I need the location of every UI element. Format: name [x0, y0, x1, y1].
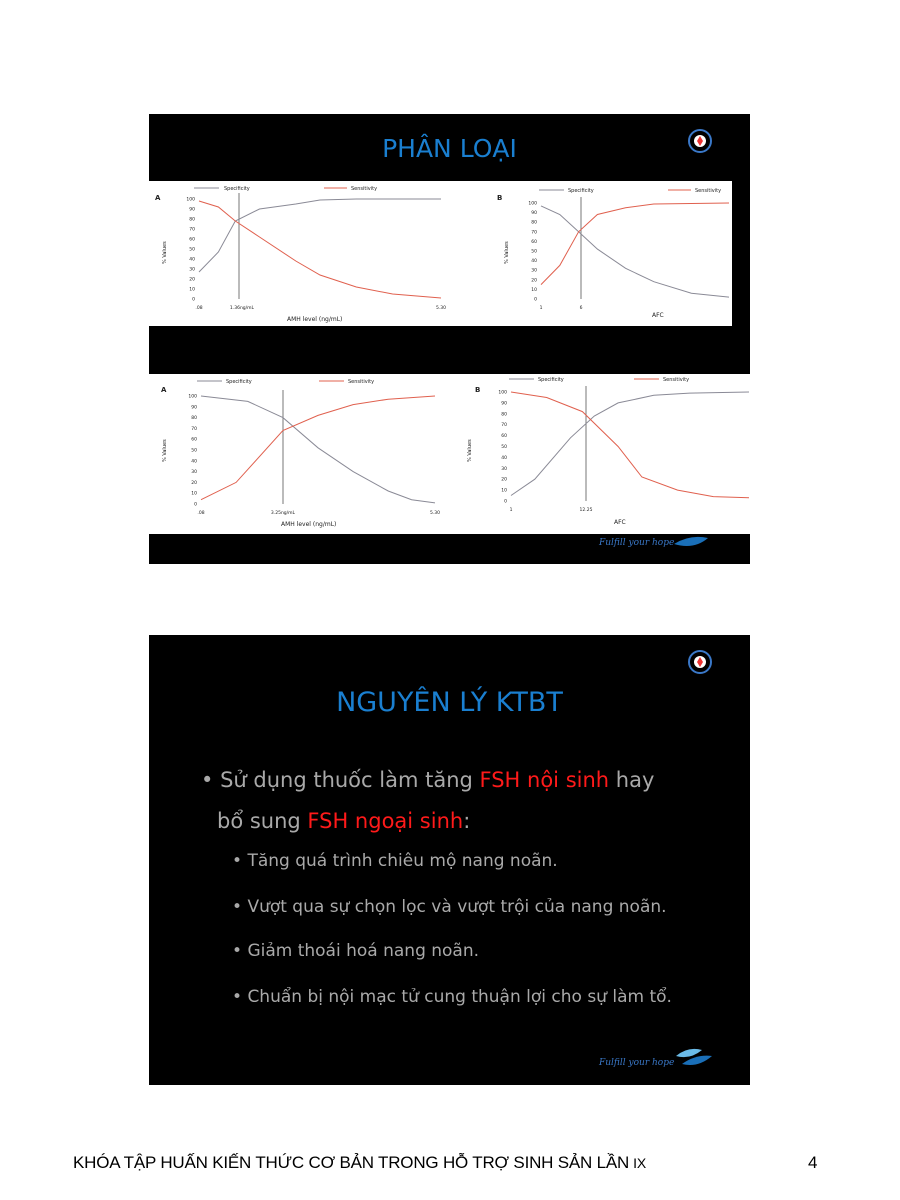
y-tick-label: 30 — [189, 267, 195, 273]
legend-sensitivity: Sensitivity — [348, 379, 375, 385]
y-tick-label: 30 — [501, 466, 507, 472]
x-tick-label: 1.36ng/mL — [229, 306, 255, 311]
legend-specificity: Specificity — [224, 186, 250, 192]
chart-B1 — [528, 197, 729, 311]
y-tick-label: 40 — [531, 259, 537, 265]
x-tick-label: 1 — [509, 508, 513, 513]
panel-letter: A — [155, 194, 161, 202]
legend-sensitivity: Sensitivity — [695, 188, 722, 194]
y-tick-label: 10 — [189, 287, 195, 293]
y-tick-label: 80 — [501, 412, 507, 418]
y-tick-label: 20 — [501, 477, 507, 483]
y-tick-label: 20 — [189, 277, 195, 283]
y-tick-label: 0 — [534, 297, 537, 303]
sub-bullet: • Chuẩn bị nội mạc tử cung thuận lợi cho sự làm tổ. — [232, 987, 672, 1007]
y-tick-label: 50 — [501, 445, 507, 450]
page-number: 4 — [808, 1153, 818, 1172]
y-tick-label: 80 — [189, 217, 195, 223]
x-tick-label: 5.30 — [429, 511, 441, 516]
x-axis-label: AMH level (ng/mL) — [287, 316, 343, 323]
y-tick-label: 100 — [498, 390, 507, 396]
footer-course-title: KHÓA TẬP HUẤN KIẾN THỨC CƠ BẢN TRONG HỖ TRỢ SINH SẢN LẦN IX — [73, 1153, 646, 1172]
highlight-fsh-noi-sinh: FSH nội sinh — [479, 768, 610, 792]
panel-letter: B — [475, 386, 481, 394]
x-tick-label: 5.30 — [435, 306, 447, 311]
y-tick-label: 30 — [191, 470, 197, 476]
y-tick-label: 10 — [501, 488, 507, 494]
y-axis-label: % Values — [162, 439, 168, 462]
x-axis-label: AFC — [652, 312, 664, 319]
y-tick-label: 0 — [504, 499, 507, 505]
y-axis-label: % Values — [504, 241, 510, 264]
y-axis-label: % Values — [467, 439, 473, 462]
legend-specificity: Specificity — [538, 377, 564, 383]
y-tick-label: 70 — [191, 426, 197, 432]
y-tick-label: 20 — [531, 278, 537, 284]
y-tick-label: 50 — [191, 448, 197, 454]
y-tick-label: 70 — [189, 227, 195, 233]
panel-letter: B — [497, 194, 503, 202]
chart-panel-top — [149, 181, 732, 326]
y-tick-label: 30 — [531, 268, 537, 274]
y-tick-label: 80 — [531, 220, 537, 226]
y-tick-label: 90 — [531, 211, 537, 217]
sub-bullet: • Giảm thoái hoá nang noãn. — [232, 941, 480, 961]
sub-bullet: • Tăng quá trình chiêu mộ nang noãn. — [232, 851, 558, 871]
sensitivity-curve — [199, 201, 441, 298]
slide-title: PHÂN LOẠI — [382, 134, 517, 163]
y-tick-label: 40 — [189, 257, 195, 263]
x-axis-label: AMH level (ng/mL) — [281, 521, 337, 528]
y-tick-label: 50 — [189, 247, 195, 253]
specificity-curve — [511, 392, 749, 496]
slide-title: NGUYÊN LÝ KTBT — [336, 687, 563, 718]
y-tick-label: 90 — [189, 207, 195, 213]
sub-bullet: • Vượt qua sự chọn lọc và vượt trội của nang noãn. — [232, 897, 667, 917]
main-bullet: • Sử dụng thuốc làm tăng FSH nội sinh hay bổ sung FSH ngoại sinh: — [201, 768, 655, 833]
panel-letter: A — [161, 386, 167, 394]
specificity-curve — [199, 199, 441, 272]
y-tick-label: 40 — [191, 459, 197, 465]
legend-sensitivity: Sensitivity — [663, 377, 690, 383]
x-axis-label: AFC — [614, 519, 626, 526]
y-tick-label: 100 — [188, 394, 197, 400]
hospital-logo-icon — [687, 128, 713, 154]
y-tick-label: 10 — [531, 287, 537, 293]
y-tick-label: 50 — [531, 249, 537, 255]
chart-A1 — [186, 193, 446, 311]
sensitivity-curve — [511, 392, 749, 498]
y-axis-label: % Values — [162, 241, 168, 264]
y-tick-label: 70 — [531, 230, 537, 236]
chart-A2 — [188, 390, 440, 516]
chart-B2 — [498, 386, 749, 513]
y-tick-label: 40 — [501, 455, 507, 461]
tagline: Fulfill your hope — [599, 538, 675, 548]
y-tick-label: 60 — [531, 239, 537, 245]
y-tick-label: 100 — [186, 197, 195, 203]
y-tick-label: 0 — [194, 502, 197, 508]
tagline: Fulfill your hope — [599, 1058, 675, 1068]
legend-sensitivity: Sensitivity — [351, 186, 378, 192]
y-tick-label: 10 — [191, 491, 197, 497]
y-tick-label: 90 — [191, 405, 197, 411]
specificity-curve — [201, 396, 435, 503]
y-tick-label: 20 — [191, 480, 197, 486]
y-tick-label: 90 — [501, 401, 507, 407]
y-tick-label: 100 — [528, 201, 537, 207]
x-tick-label: 1 — [539, 306, 543, 311]
x-tick-label: .08 — [197, 511, 205, 516]
legend-specificity: Specificity — [568, 188, 594, 194]
y-tick-label: 60 — [501, 434, 507, 440]
leaf-logo-icon — [672, 1046, 714, 1073]
slide-nguyen-ly — [149, 635, 750, 1085]
highlight-fsh-ngoai-sinh: FSH ngoại sinh — [307, 809, 464, 833]
specificity-curve — [541, 206, 729, 297]
hospital-logo-icon — [687, 649, 713, 675]
y-tick-label: 0 — [192, 297, 195, 303]
x-tick-label: .08 — [195, 306, 203, 311]
legend-specificity: Specificity — [226, 379, 252, 385]
slide-phan-loai — [149, 114, 750, 564]
y-tick-label: 60 — [191, 437, 197, 443]
chart-panel-bottom — [149, 374, 750, 534]
x-tick-label: 12.25 — [579, 508, 593, 513]
leaf-logo-icon — [672, 532, 712, 555]
y-tick-label: 80 — [191, 416, 197, 422]
y-tick-label: 60 — [189, 237, 195, 243]
y-tick-label: 70 — [501, 423, 507, 429]
x-tick-label: 6 — [579, 306, 583, 311]
x-tick-label: 3.25ng/mL — [270, 511, 296, 516]
